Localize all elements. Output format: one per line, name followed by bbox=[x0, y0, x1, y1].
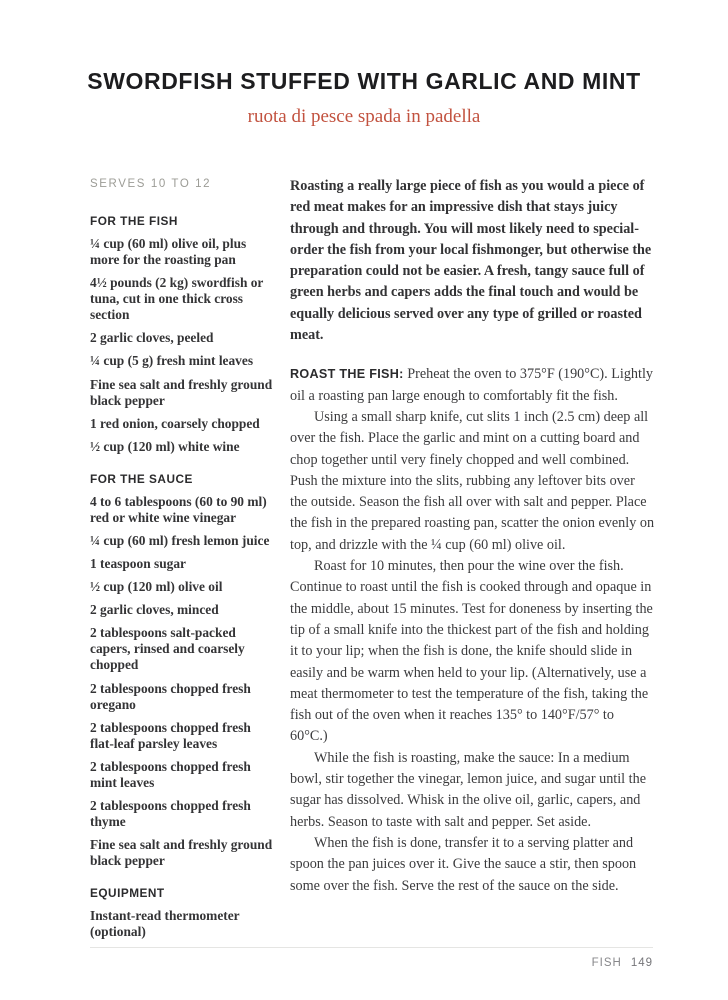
recipe-title: SWORDFISH STUFFED WITH GARLIC AND MINT bbox=[87, 68, 641, 94]
step-leadin-text: Preheat the oven to 375°F (190°C). Lightly oil a roasting pan large enough to comfortably fit the fish. bbox=[290, 366, 654, 404]
ingredient-item: ¼ cup (60 ml) fresh lemon juice bbox=[90, 533, 270, 549]
ingredient-sections bbox=[90, 214, 276, 941]
ingredient-item: 2 tablespoons chopped fresh mint leaves bbox=[90, 758, 251, 790]
ingredient-item: Instant-read thermometer (optional) bbox=[90, 908, 240, 940]
instructions-column bbox=[290, 176, 655, 948]
ingredients-sidebar bbox=[90, 176, 290, 948]
ingredient-section bbox=[90, 886, 276, 940]
ingredient-item: 2 garlic cloves, peeled bbox=[90, 330, 214, 346]
ingredient-list bbox=[90, 236, 276, 455]
ingredient-item: 2 garlic cloves, minced bbox=[90, 602, 219, 618]
recipe-header bbox=[0, 0, 728, 128]
footer-page-number: 149 bbox=[630, 957, 653, 969]
ingredient-item: 4½ pounds (2 kg) swordfish or tuna, cut in one thick cross section bbox=[90, 275, 264, 323]
ingredient-section-heading: FOR THE FISH bbox=[90, 214, 178, 228]
ingredient-item: 2 tablespoons chopped fresh oregano bbox=[90, 680, 251, 712]
instruction-paragraph: When the fish is done, transfer it to a serving platter and spoon the pan juices over it. Give the sauce a stir, then spoon some over the fish. Serve the rest of the sauce on the side. bbox=[290, 834, 637, 894]
recipe-headnote: Roasting a really large piece of fish as you would a piece of red meat makes for an impressive dish that stays juicy through and through. You will most likely need to special-order the fish from your local fishmonger, but otherwise the preparation could not be easier. A fresh, tangy sauce full of green herbs and capers adds the final touch and would be equally delicious served over any type of grilled or roasted meat. bbox=[290, 178, 652, 344]
page-footer bbox=[90, 947, 653, 969]
instruction-paragraphs bbox=[290, 407, 655, 897]
ingredient-section bbox=[90, 214, 276, 455]
recipe-content bbox=[0, 176, 728, 948]
step-roast-paragraph bbox=[290, 364, 655, 407]
instruction-paragraph: Roast for 10 minutes, then pour the wine over the fish. Continue to roast until the fish is cooked through and opaque in the middle, about 15 minutes. Test for doneness by inserting the tip of a small knife into the thickest part of the fish and holding it to your lip; when the fish is done, the knife should slide in easily and be warm when held to your lip. (Alternatively, use a meat thermometer to test the temperature of the fish, taking the fish out of the oven when it reaches 135° to 140°F/57° to 60°C.) bbox=[290, 558, 653, 745]
ingredient-section-heading: FOR THE SAUCE bbox=[90, 471, 193, 486]
recipe-subtitle-italian: ruota di pesce spada in padella bbox=[247, 106, 481, 127]
ingredient-list bbox=[90, 908, 276, 940]
footer-section-label: FISH bbox=[591, 957, 622, 969]
ingredient-item: 2 tablespoons chopped fresh thyme bbox=[90, 798, 251, 830]
ingredient-item: 2 tablespoons chopped fresh flat-leaf parsley leaves bbox=[90, 719, 251, 751]
ingredient-item: Fine sea salt and freshly ground black pepper bbox=[90, 837, 273, 869]
ingredient-section-heading: EQUIPMENT bbox=[90, 886, 165, 901]
serves-note: SERVES 10 TO 12 bbox=[90, 178, 212, 190]
ingredient-item: 1 teaspoon sugar bbox=[90, 556, 186, 572]
ingredient-section bbox=[90, 472, 276, 869]
ingredient-item: ½ cup (120 ml) white wine bbox=[90, 438, 240, 454]
ingredient-item: Fine sea salt and freshly ground black pepper bbox=[90, 376, 273, 408]
ingredient-item: 1 red onion, coarsely chopped bbox=[90, 415, 260, 431]
ingredient-item: ¼ cup (5 g) fresh mint leaves bbox=[90, 353, 254, 369]
step-leadin: ROAST THE FISH: bbox=[290, 367, 404, 382]
instruction-paragraph: Using a small sharp knife, cut slits 1 inch (2.5 cm) deep all over the fish. Place the garlic and mint on a cutting board and chop together until very finely chopped and well combined. Push the mixture into the slits, rubbing any leftover bits over the outside. Season the fish all over with salt and pepper. Place the fish in the prepared roasting pan, scatter the onion evenly on top, and drizzle with the ¼ cup (60 ml) olive oil. bbox=[290, 408, 655, 553]
ingredient-item: ¼ cup (60 ml) olive oil, plus more for the roasting pan bbox=[90, 236, 247, 268]
ingredient-item: ½ cup (120 ml) olive oil bbox=[90, 579, 223, 595]
ingredient-item: 2 tablespoons salt-packed capers, rinsed and coarsely chopped bbox=[90, 625, 245, 673]
instruction-paragraph: While the fish is roasting, make the sauce: In a medium bowl, stir together the vinegar, lemon juice, and sugar until the sugar has dissolved. Whisk in the olive oil, garlic, capers, and herbs. Season to taste with salt and pepper. Set aside. bbox=[290, 749, 646, 830]
ingredient-list bbox=[90, 494, 276, 869]
ingredient-item: 4 to 6 tablespoons (60 to 90 ml) red or white wine vinegar bbox=[90, 493, 267, 525]
